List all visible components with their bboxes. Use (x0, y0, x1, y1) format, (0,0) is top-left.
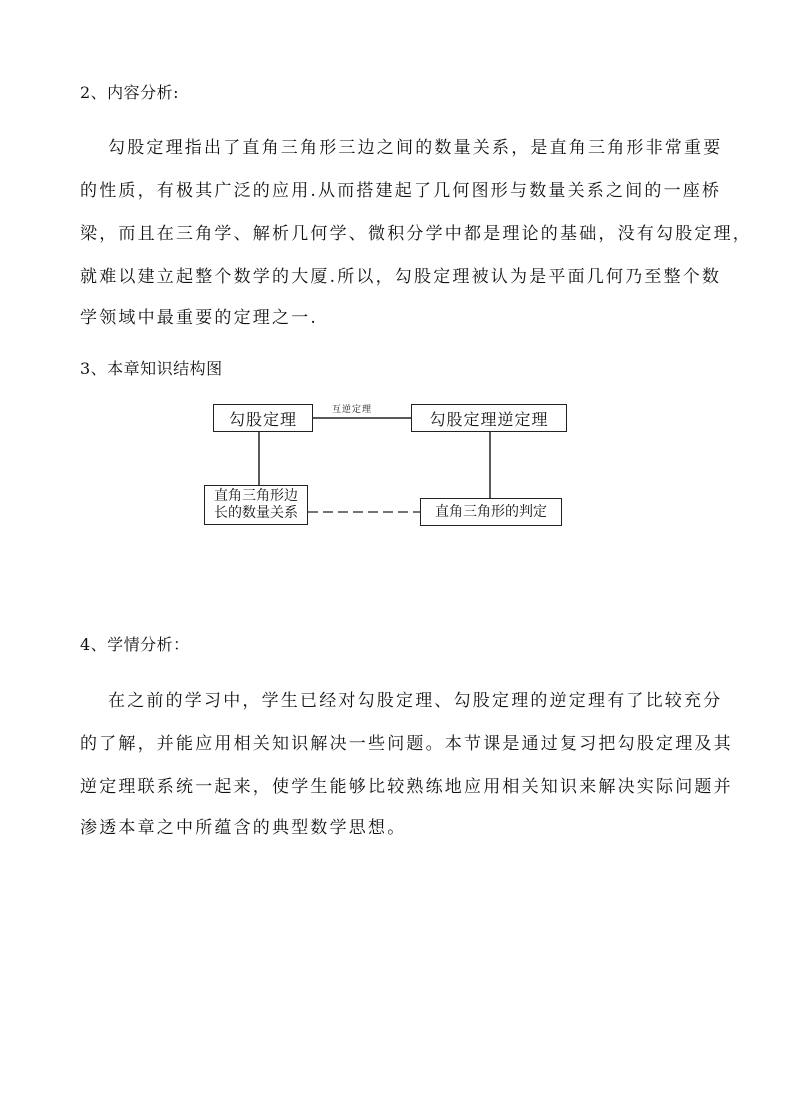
box-side-length-relation (204, 485, 308, 525)
box-side-length-relation-line2: 长的数量关系 (214, 505, 298, 521)
section-3-heading: 3、本章知识结构图 (80, 359, 223, 378)
paragraph-line: 的了解，并能应用相关知识解决一些问题。本节课是通过复习把勾股定理及其 (80, 734, 733, 754)
box-side-length-relation-line1: 直角三角形边 (214, 488, 298, 504)
paragraph-line: 就难以建立起整个数学的大厦.所以，勾股定理被认为是平面几何乃至整个数 (80, 267, 722, 287)
paragraph-line: 梁，而且在三角学、解析几何学、微积分学中都是理论的基础，没有勾股定理， (80, 224, 752, 244)
paragraph-line: 逆定理联系统一起来，使学生能够比较熟练地应用相关知识来解决实际问题并 (80, 777, 733, 797)
paragraph-line: 勾股定理指出了直角三角形三边之间的数量关系，是直角三角形非常重要 (108, 138, 723, 158)
box-converse-theorem: 勾股定理逆定理 (411, 404, 567, 432)
paragraph-line: 的性质，有极其广泛的应用.从而搭建起了几何图形与数量关系之间的一座桥 (80, 181, 722, 201)
section-4-heading: 4、学情分析： (80, 635, 190, 654)
box-right-triangle-judgement: 直角三角形的判定 (420, 498, 562, 526)
edge-label-converse: 互逆定理 (332, 405, 373, 415)
paragraph-line: 在之前的学习中，学生已经对勾股定理、勾股定理的逆定理有了比较充分 (108, 691, 723, 711)
paragraph-line: 渗透本章之中所蕴含的典型数学思想。 (80, 818, 407, 838)
section-2-heading: 2、内容分析: (80, 83, 180, 102)
paragraph-line: 学领域中最重要的定理之一. (80, 308, 319, 328)
box-pythagorean-theorem: 勾股定理 (213, 404, 313, 432)
